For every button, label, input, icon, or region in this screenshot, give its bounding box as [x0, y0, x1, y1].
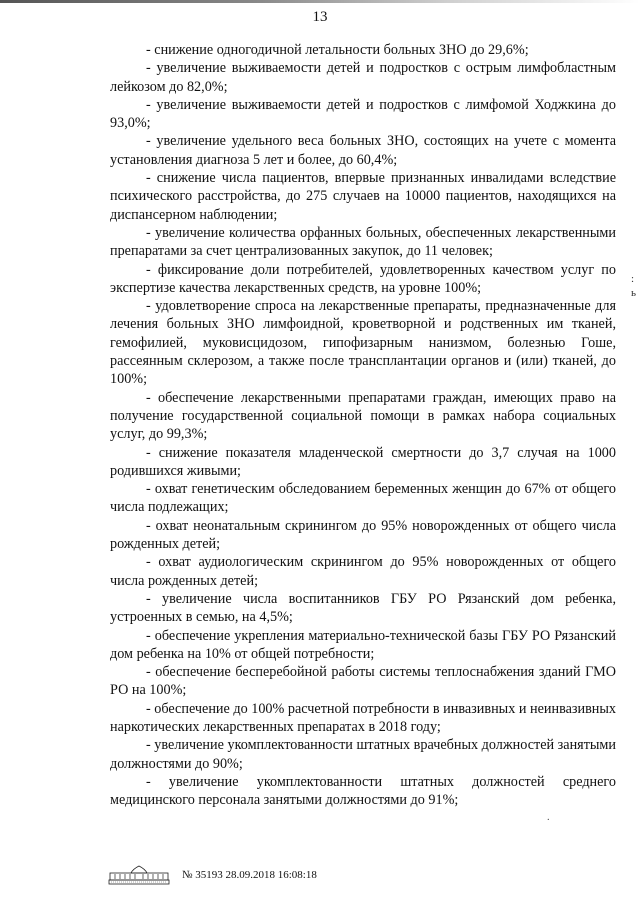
document-body — [110, 41, 616, 809]
list-item: - снижение показателя младенческой смертности до 3,7 случая на 1000 родившихся живыми; — [110, 444, 616, 479]
list-item: - охват аудиологическим скринингом до 95% новорожденных от общего числа рожденных детей; — [110, 554, 616, 589]
list-item: - снижение одногодичной летальности больных ЗНО до 29,6%; — [146, 42, 529, 58]
list-item: - обеспечение бесперебойной работы системы теплоснабжения зданий ГМО РО на 100%; — [110, 664, 616, 699]
list-item: - увеличение удельного веса больных ЗНО, состоящих на учете с момента установления диагноза 5 лет и более, до 60,4%; — [110, 133, 616, 168]
list-item: - охват неонатальным скринингом до 95% новорожденных от общего числа рожденных детей; — [110, 517, 616, 553]
margin-mark: : ь — [630, 273, 636, 299]
list-item: - обеспечение укрепления материально-технической базы ГБУ РО Рязанский дом ребенка на 10% от общей потребности; — [110, 627, 616, 662]
list-item: - увеличение выживаемости детей и подростков с лимфомой Ходжкина до 93,0%; — [110, 96, 616, 132]
list-item: - удовлетворение спроса на лекарственные препараты, предназначенные для лечения больных ЗНО лимфоидной, кроветворной и родственных им тканей, гемофилией, муковисцидозом, гипофизарным нанизмом, болезнью Гоше, рассеянным склерозом, а также после трансплантации органов и (или) тканей, до 100%; — [110, 298, 616, 388]
building-logo-icon — [108, 865, 170, 885]
list-item: - снижение числа пациентов, впервые признанных инвалидами вследствие психического расстройства, до 275 случаев на 10000 пациентов, находящихся на диспансерном наблюдении; — [110, 170, 616, 223]
registration-stamp: № 35193 28.09.2018 16:08:18 — [182, 869, 317, 881]
list-item: - увеличение числа воспитанников ГБУ РО Рязанский дом ребенка, устроенных в семью, на 4,5%; — [110, 590, 616, 626]
list-item: - увеличение укомплектованности штатных врачебных должностей занятыми должностями до 90%; — [110, 737, 616, 772]
footer — [108, 864, 317, 886]
list-item: - охват генетическим обследованием беременных женщин до 67% от общего числа подлежащих; — [110, 481, 616, 516]
list-item: - обеспечение до 100% расчетной потребности в инвазивных и неинвазивных наркотических лекарственных препаратах в 2018 году; — [110, 700, 616, 735]
page-number: 13 — [312, 9, 328, 25]
scan-speck: · — [546, 815, 550, 826]
list-item: - обеспечение лекарственными препаратами граждан, имеющих право на получение государственной социальной помощи в рамках набора социальных услуг, до 99,3%; — [110, 389, 616, 443]
list-item: - увеличение выживаемости детей и подростков с острым лимфобластным лейкозом до 82,0%; — [110, 60, 616, 95]
list-item: - фиксирование доли потребителей, удовлетворенных качеством услуг по экспертизе качества лекарственных средств, на уровне 100%; — [110, 261, 616, 296]
list-item: - увеличение укомплектованности штатных должностей среднего медицинского персонала занятыми должностями до 91%; — [110, 773, 616, 809]
scan-edge — [0, 0, 640, 3]
list-item: - увеличение количества орфанных больных, обеспеченных лекарственными препаратами за счет централизованных закупок, до 11 человек; — [110, 224, 616, 260]
